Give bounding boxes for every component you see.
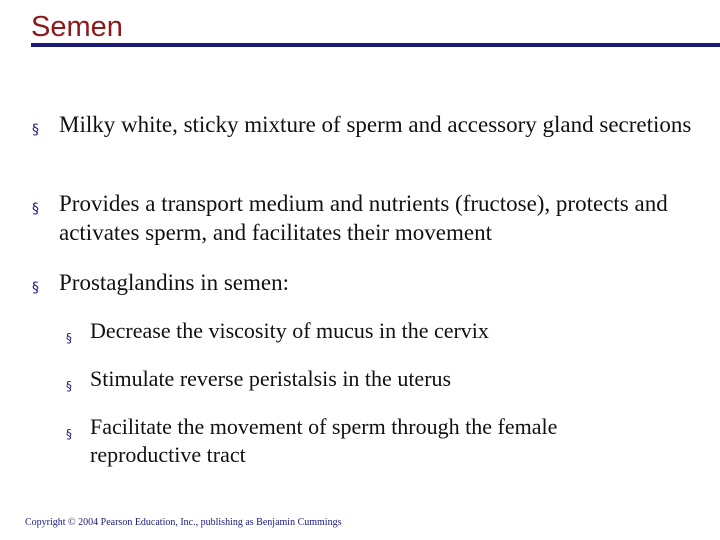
sub-bullet-text: Decrease the viscosity of mucus in the cervix — [90, 318, 489, 343]
sub-bullet-item — [66, 317, 666, 345]
bullet-item — [32, 268, 702, 297]
bullet-marker-icon: § — [32, 201, 39, 217]
bullet-item — [32, 110, 702, 139]
sub-bullet-marker-icon: § — [66, 379, 72, 393]
sub-bullet-item — [66, 413, 626, 469]
slide-title: Semen — [31, 11, 123, 43]
bullet-marker-icon: § — [32, 280, 39, 296]
bullet-text: Milky white, sticky mixture of sperm and accessory gland secretions — [59, 112, 692, 137]
bullet-text: Prostaglandins in semen: — [59, 270, 289, 295]
bullet-text: Provides a transport medium and nutrients (fructose), protects and activates sperm, and facilitates their movement — [59, 191, 668, 245]
sub-bullet-text: Facilitate the movement of sperm through the female reproductive tract — [90, 414, 558, 467]
bullet-marker-icon: § — [32, 122, 39, 138]
bullet-item — [32, 189, 702, 247]
sub-bullet-marker-icon: § — [66, 331, 72, 345]
title-underline — [31, 43, 720, 47]
sub-bullet-text: Stimulate reverse peristalsis in the uterus — [90, 366, 452, 391]
sub-bullet-item — [66, 365, 666, 393]
copyright-footer: Copyright © 2004 Pearson Education, Inc., publishing as Benjamin Cummings — [25, 517, 342, 528]
sub-bullet-marker-icon: § — [66, 427, 72, 441]
